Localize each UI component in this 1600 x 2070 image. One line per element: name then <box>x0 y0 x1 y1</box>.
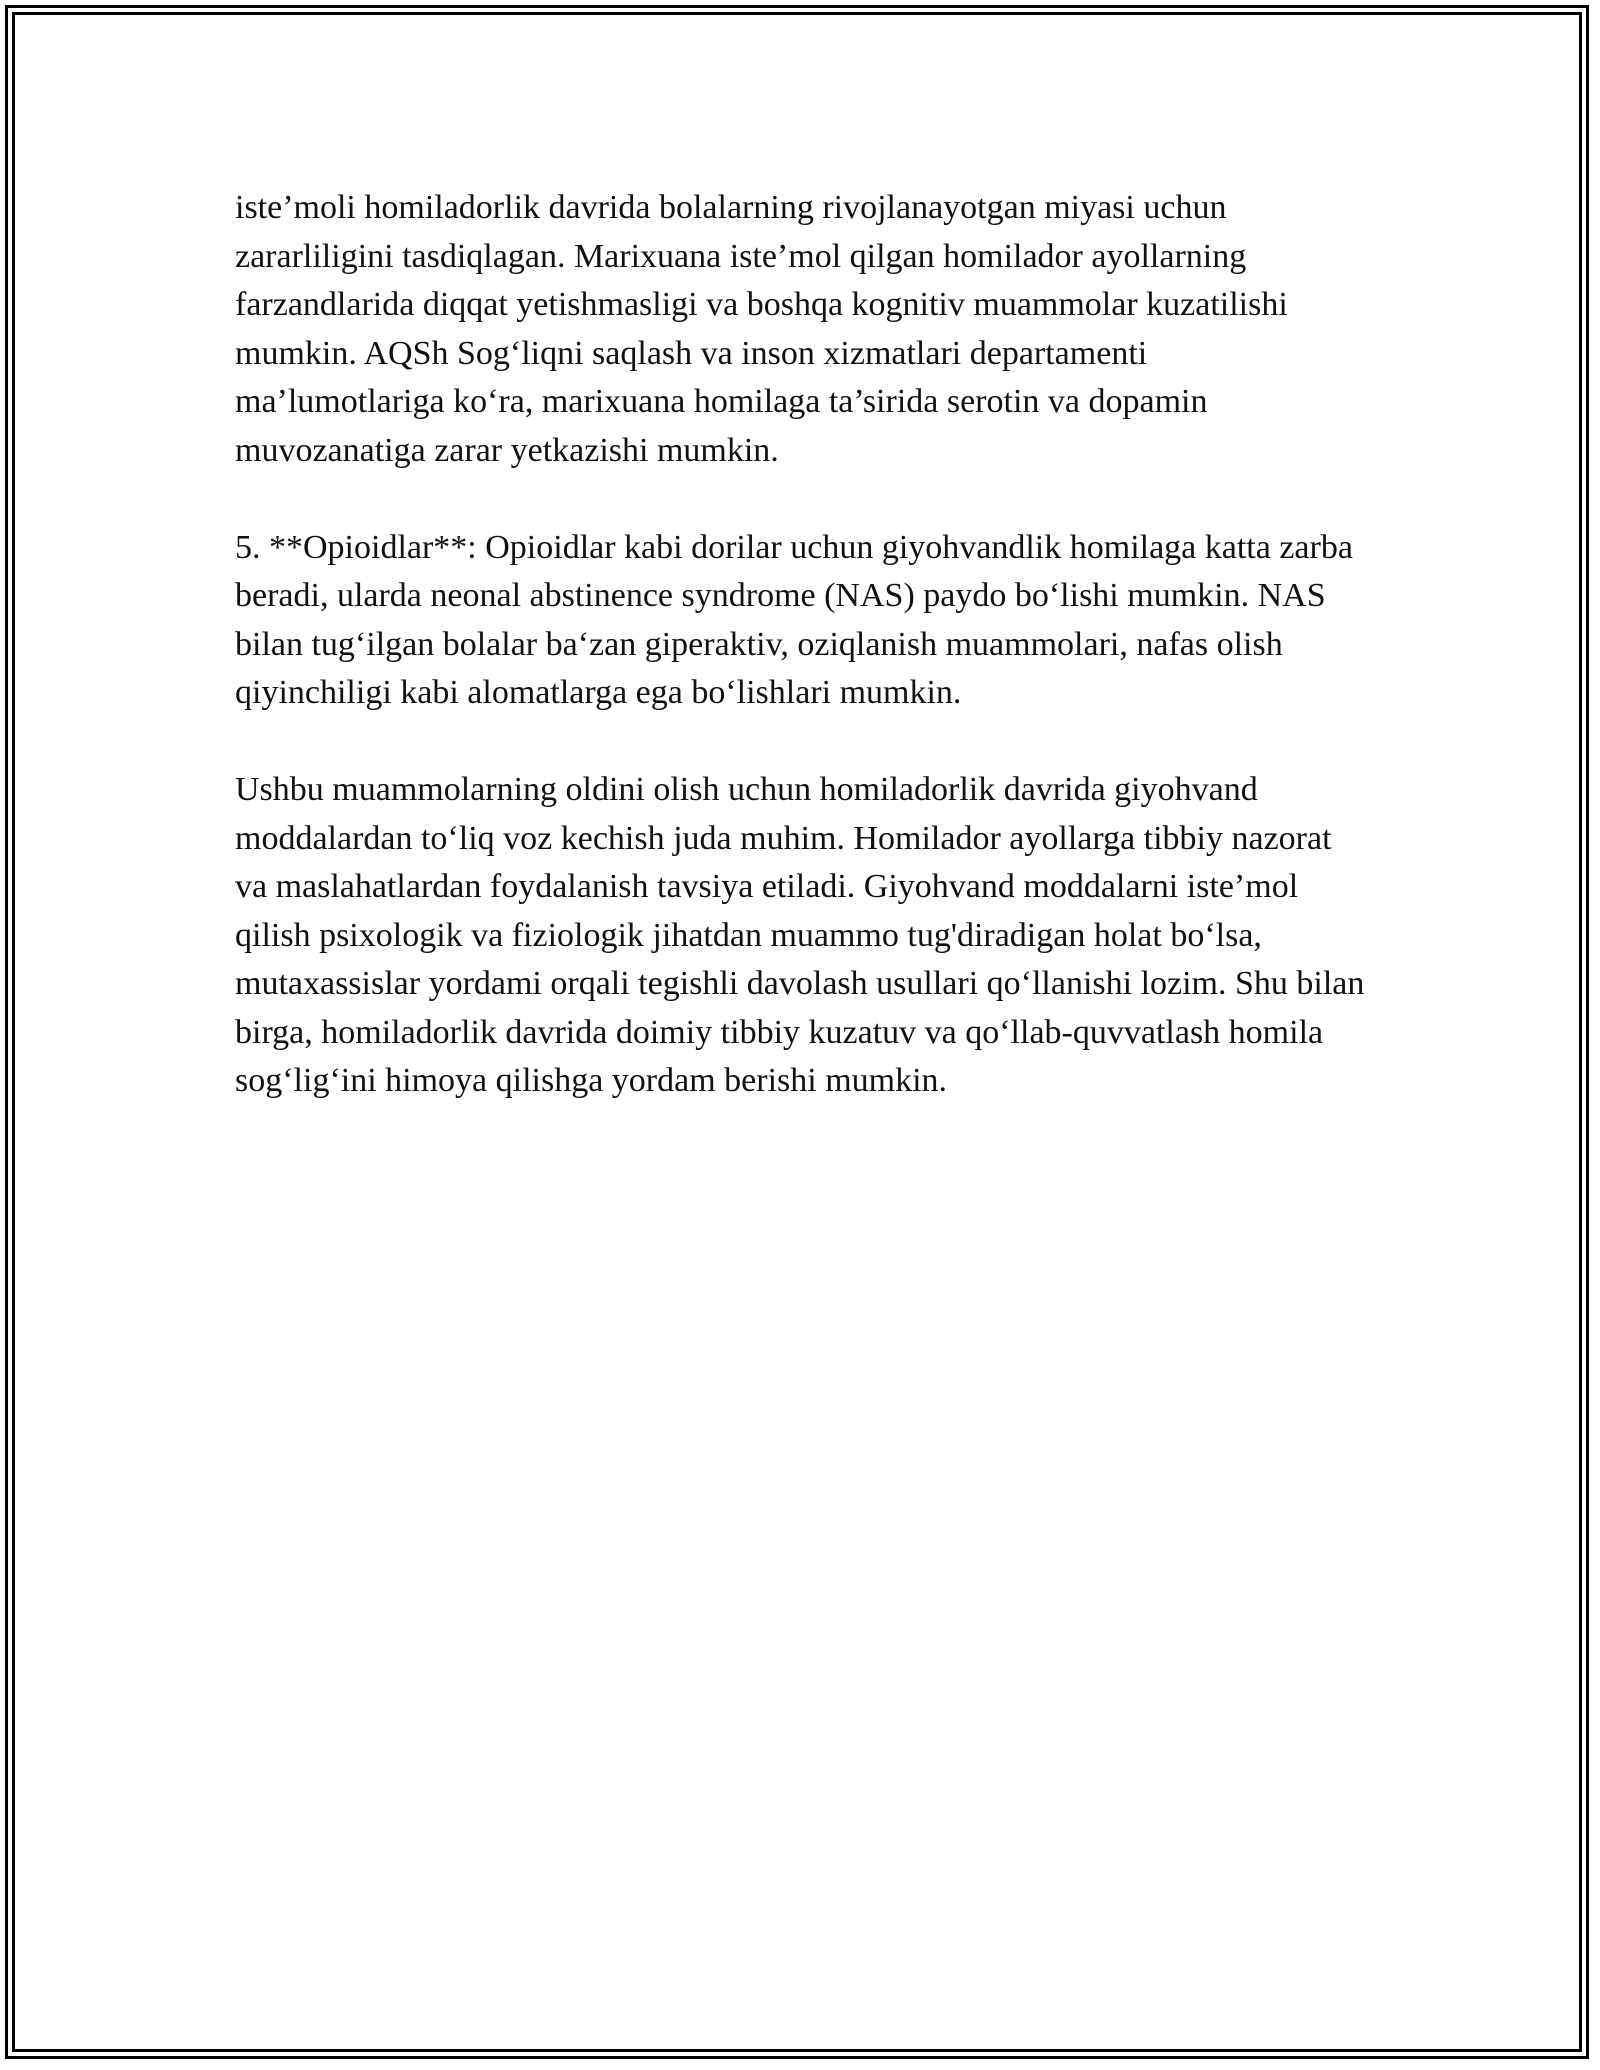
document-body <box>235 184 1365 1154</box>
paragraph-prevention: Ushbu muammolarning oldini olish uchun homiladorlik davrida giyohvand moddalardan to‘liq voz kechish juda muhim. Homilador ayollarga tibbiy nazorat va maslahatlardan foydalanish tavsiya etiladi. Giyohvand moddalarni iste’mol qilish psixologik va fiziologik jihatdan muammo tug'diradigan holat bo‘lsa, mutaxassislar yordami orqali tegishli davolash usullari qo‘llanishi lozim. Shu bilan birga, homiladorlik davrida doimiy tibbiy kuzatuv va qo‘llab-quvvatlash homila sog‘lig‘ini himoya qilishga yordam berishi mumkin. <box>235 771 1365 1099</box>
paragraph-opioids: 5. **Opioidlar**: Opioidlar kabi dorilar uchun giyohvandlik homilaga katta zarba beradi, ularda neonal abstinence syndrome (NAS) paydo bo‘lishi mumkin. NAS bilan tug‘ilgan bolalar ba‘zan giperaktiv, oziqlanish muammolari, nafas olish qiyinchiligi kabi alomatlarga ega bo‘lishlari mumkin. <box>235 528 1353 711</box>
paragraph-marijuana-effects: iste’moli homiladorlik davrida bolalarning rivojlanayotgan miyasi uchun zararliligini tasdiqlagan. Marixuana iste’mol qilgan homilador ayollarning farzandlarida diqqat yetishmasligi va boshqa kognitiv muammolar kuzatilishi mumkin. AQSh Sog‘liqni saqlash va inson xizmatlari departamenti ma’lumotlariga ko‘ra, marixuana homilaga ta’sirida serotin va dopamin muvozanatiga zarar yetkazishi mumkin. <box>235 189 1288 469</box>
